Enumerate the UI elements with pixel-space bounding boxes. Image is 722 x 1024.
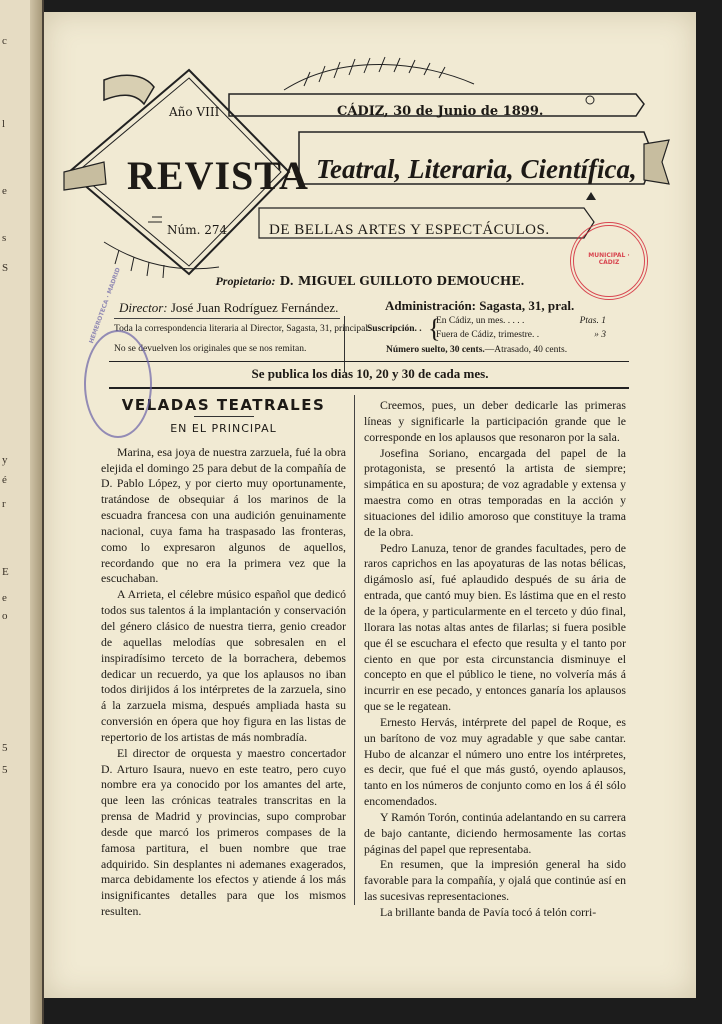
spine-glyph: c	[2, 35, 7, 47]
subscription-place: Fuera de Cádiz, trimestre. .	[436, 330, 540, 340]
section-title: VELADAS TEATRALES	[121, 396, 326, 414]
correspondence-note: Toda la correspondencia literaria al Director, Sagasta, 31, principal.	[114, 324, 371, 334]
masthead-subtitle-2: DE BELLAS ARTES Y ESPECTÁCULOS.	[269, 222, 550, 238]
spine-glyph: s	[2, 232, 7, 244]
right-column	[364, 398, 626, 921]
subscription-place: En Cádiz, un mes. . . . .	[436, 316, 525, 326]
spine-glyph: y	[2, 454, 8, 466]
single-issue-label: Número suelto, 30 cents.	[386, 345, 485, 355]
issue-number: Núm. 274	[167, 223, 228, 237]
stamp-text: HEMEROTECA · MADRID	[88, 266, 122, 345]
section-subtitle: EN EL PRINCIPAL	[170, 421, 277, 435]
newspaper-page	[44, 12, 696, 998]
masthead-subtitle: Teatral, Literaria, Científica,	[316, 154, 637, 184]
issue-date: CÁDIZ, 30 de Junio de 1899.	[337, 104, 544, 119]
spine-glyph: o	[2, 610, 8, 622]
spine-glyph: S	[2, 262, 9, 274]
back-issue-price: —Atrasado, 40 cents.	[484, 345, 568, 355]
brace: {	[428, 314, 441, 343]
proprietor-name: D. MIGUEL GUILLOTO DEMOUCHE.	[279, 274, 525, 288]
library-stamp-red	[570, 222, 648, 300]
left-column	[101, 398, 346, 920]
subscription-price: » 3	[594, 330, 606, 340]
proprietor-label: Propietario:	[215, 274, 276, 288]
single-issue-price	[386, 345, 567, 355]
subscription-price: Ptas. 1	[579, 316, 606, 326]
article-paragraph: En resumen, que la impresión general ha sido favorable para la compañía, y ojalá que continúe así en las sucesivas representaciones.	[364, 857, 626, 904]
divider	[109, 361, 629, 362]
originals-note: No se devuelven los originales que se nos remitan.	[114, 344, 307, 354]
director-line	[119, 300, 338, 316]
spine-glyph: r	[2, 498, 6, 510]
spine-glyph: 5	[2, 764, 8, 776]
divider	[114, 318, 340, 319]
issue-year: Año VIII	[169, 105, 220, 119]
article-paragraph: Josefina Soriano, encargada del papel de la protagonista, se presentó la artista de siempre; simpática en su apostura; de voz agradable y extensa y maestra como en otras temporadas en la acción y situaciones del idilio amoroso que constituye la trama de la obra.	[364, 445, 626, 539]
spine-glyph: é	[2, 474, 7, 486]
stamp-text: MUNICIPAL · CÁDIZ	[588, 252, 630, 266]
article-paragraph: Marina, esa joya de nuestra zarzuela, fué la obra elejida el domingo 25 para debut de la compañía de D. Pablo López, y por cierto muy oportunamente, tratándose de obsequiar á los marinos de la escuadra francesa con una audición genuinamente nacional, cuya fama ha traspasado las fronteras, como lo expresaron algunos de aquellos, recordando que no era la primera vez que la escuchaban.	[101, 444, 346, 586]
article-paragraph: Creemos, pues, un deber dedicarle las primeras líneas y significarle la participación grande que le corresponde en los aplausos que resonaron por la sala.	[364, 398, 626, 444]
subscription-label: Suscripción. .	[367, 324, 422, 334]
article-paragraph: El director de orquesta y maestro concertador D. Arturo Isaura, nuevo en este teatro, pero cuyo nombre era ya conocido por los amantes del arte, que leen las crónicas teatrales transcritas en la prensa de Madrid y provincias, supo comprobar desde que marcó los primeros compases de la famosa partitura, el buen nombre que trae adquirido. Sin desplantes ni ademanes exagerados, marca debidamente los efectos y atiende á los más insignificantes detalles para que los mismos resulten.	[101, 745, 346, 919]
spine-glyph: e	[2, 185, 7, 197]
adjacent-page-spine	[0, 0, 44, 1024]
spine-edge	[30, 0, 42, 1024]
article-paragraph: Ernesto Hervás, intérprete del papel de Roque, es un barítono de voz muy agradable y que sabe cantar. Hubo de alcanzar el número uno entre los intérpretes, es decir, que fué el que más gustó, oyendo aplausos, tanto en los números de conjunto como en los á él sólo encomendados.	[364, 714, 626, 809]
article-paragraph: A Arrieta, el célebre músico español que dedicó todos sus talentos á la implantación y conservación del género clásico de nuestra tierra, genio creador de aquellas melodías que sobresalen en el inspiradísimo terceto de la borrachera, debemos dedicar un recuerdo, ya que los aplausos no iban todos dirijidos á los intérpretes de la zarzuela, sino á la zarzuela misma, después ampliada hasta su conversión en ópera que hoy figura en las listas de repertorio de los artistas de más nombradía.	[101, 587, 346, 744]
masthead-title: REVISTA	[127, 153, 309, 198]
divider	[109, 387, 629, 389]
director-label: Director:	[119, 300, 168, 315]
article-paragraph: Y Ramón Torón, continúa adelantando en su carrera de bajo cantante, diciendo hermosamente las cortas páginas del papel que representaba.	[364, 809, 626, 856]
article-paragraph: Pedro Lanuza, tenor de grandes facultades, pero de raros caprichos en las apoyaturas de las notas bélicas, digámoslo así, fué aplaudido después de su ária de entrada, que cantó muy bien. Es lástima que en el resto de la ópera, y particularmente en el terceto y dúo final, llorara las notas altas antes de filarlas; si fuera posible que él se escuchara el efecto que resulta y el tanto por ciento en que por esta circunstancia disminuye el concepto en que el público le tiene, no volvería más á incurrir en ese pecado, y entonces ganaría los aplausos que se le regatean.	[364, 540, 626, 714]
spine-glyph: l	[2, 118, 6, 130]
article-paragraph: La brillante banda de Pavía tocó á telón corri-	[380, 905, 597, 919]
publication-schedule: Se publica los dias 10, 20 y 30 de cada mes.	[251, 366, 489, 381]
column-divider	[354, 395, 355, 905]
spine-glyph: 5	[2, 742, 8, 754]
section-rule	[194, 416, 254, 417]
director-name: José Juan Rodríguez Fernández.	[170, 300, 339, 315]
spine-glyph: E	[2, 566, 9, 578]
subscription-row	[436, 330, 606, 340]
subscription-row	[436, 316, 606, 326]
spine-glyph: e	[2, 592, 7, 604]
administration-address: Administración: Sagasta, 31, pral.	[385, 298, 575, 313]
